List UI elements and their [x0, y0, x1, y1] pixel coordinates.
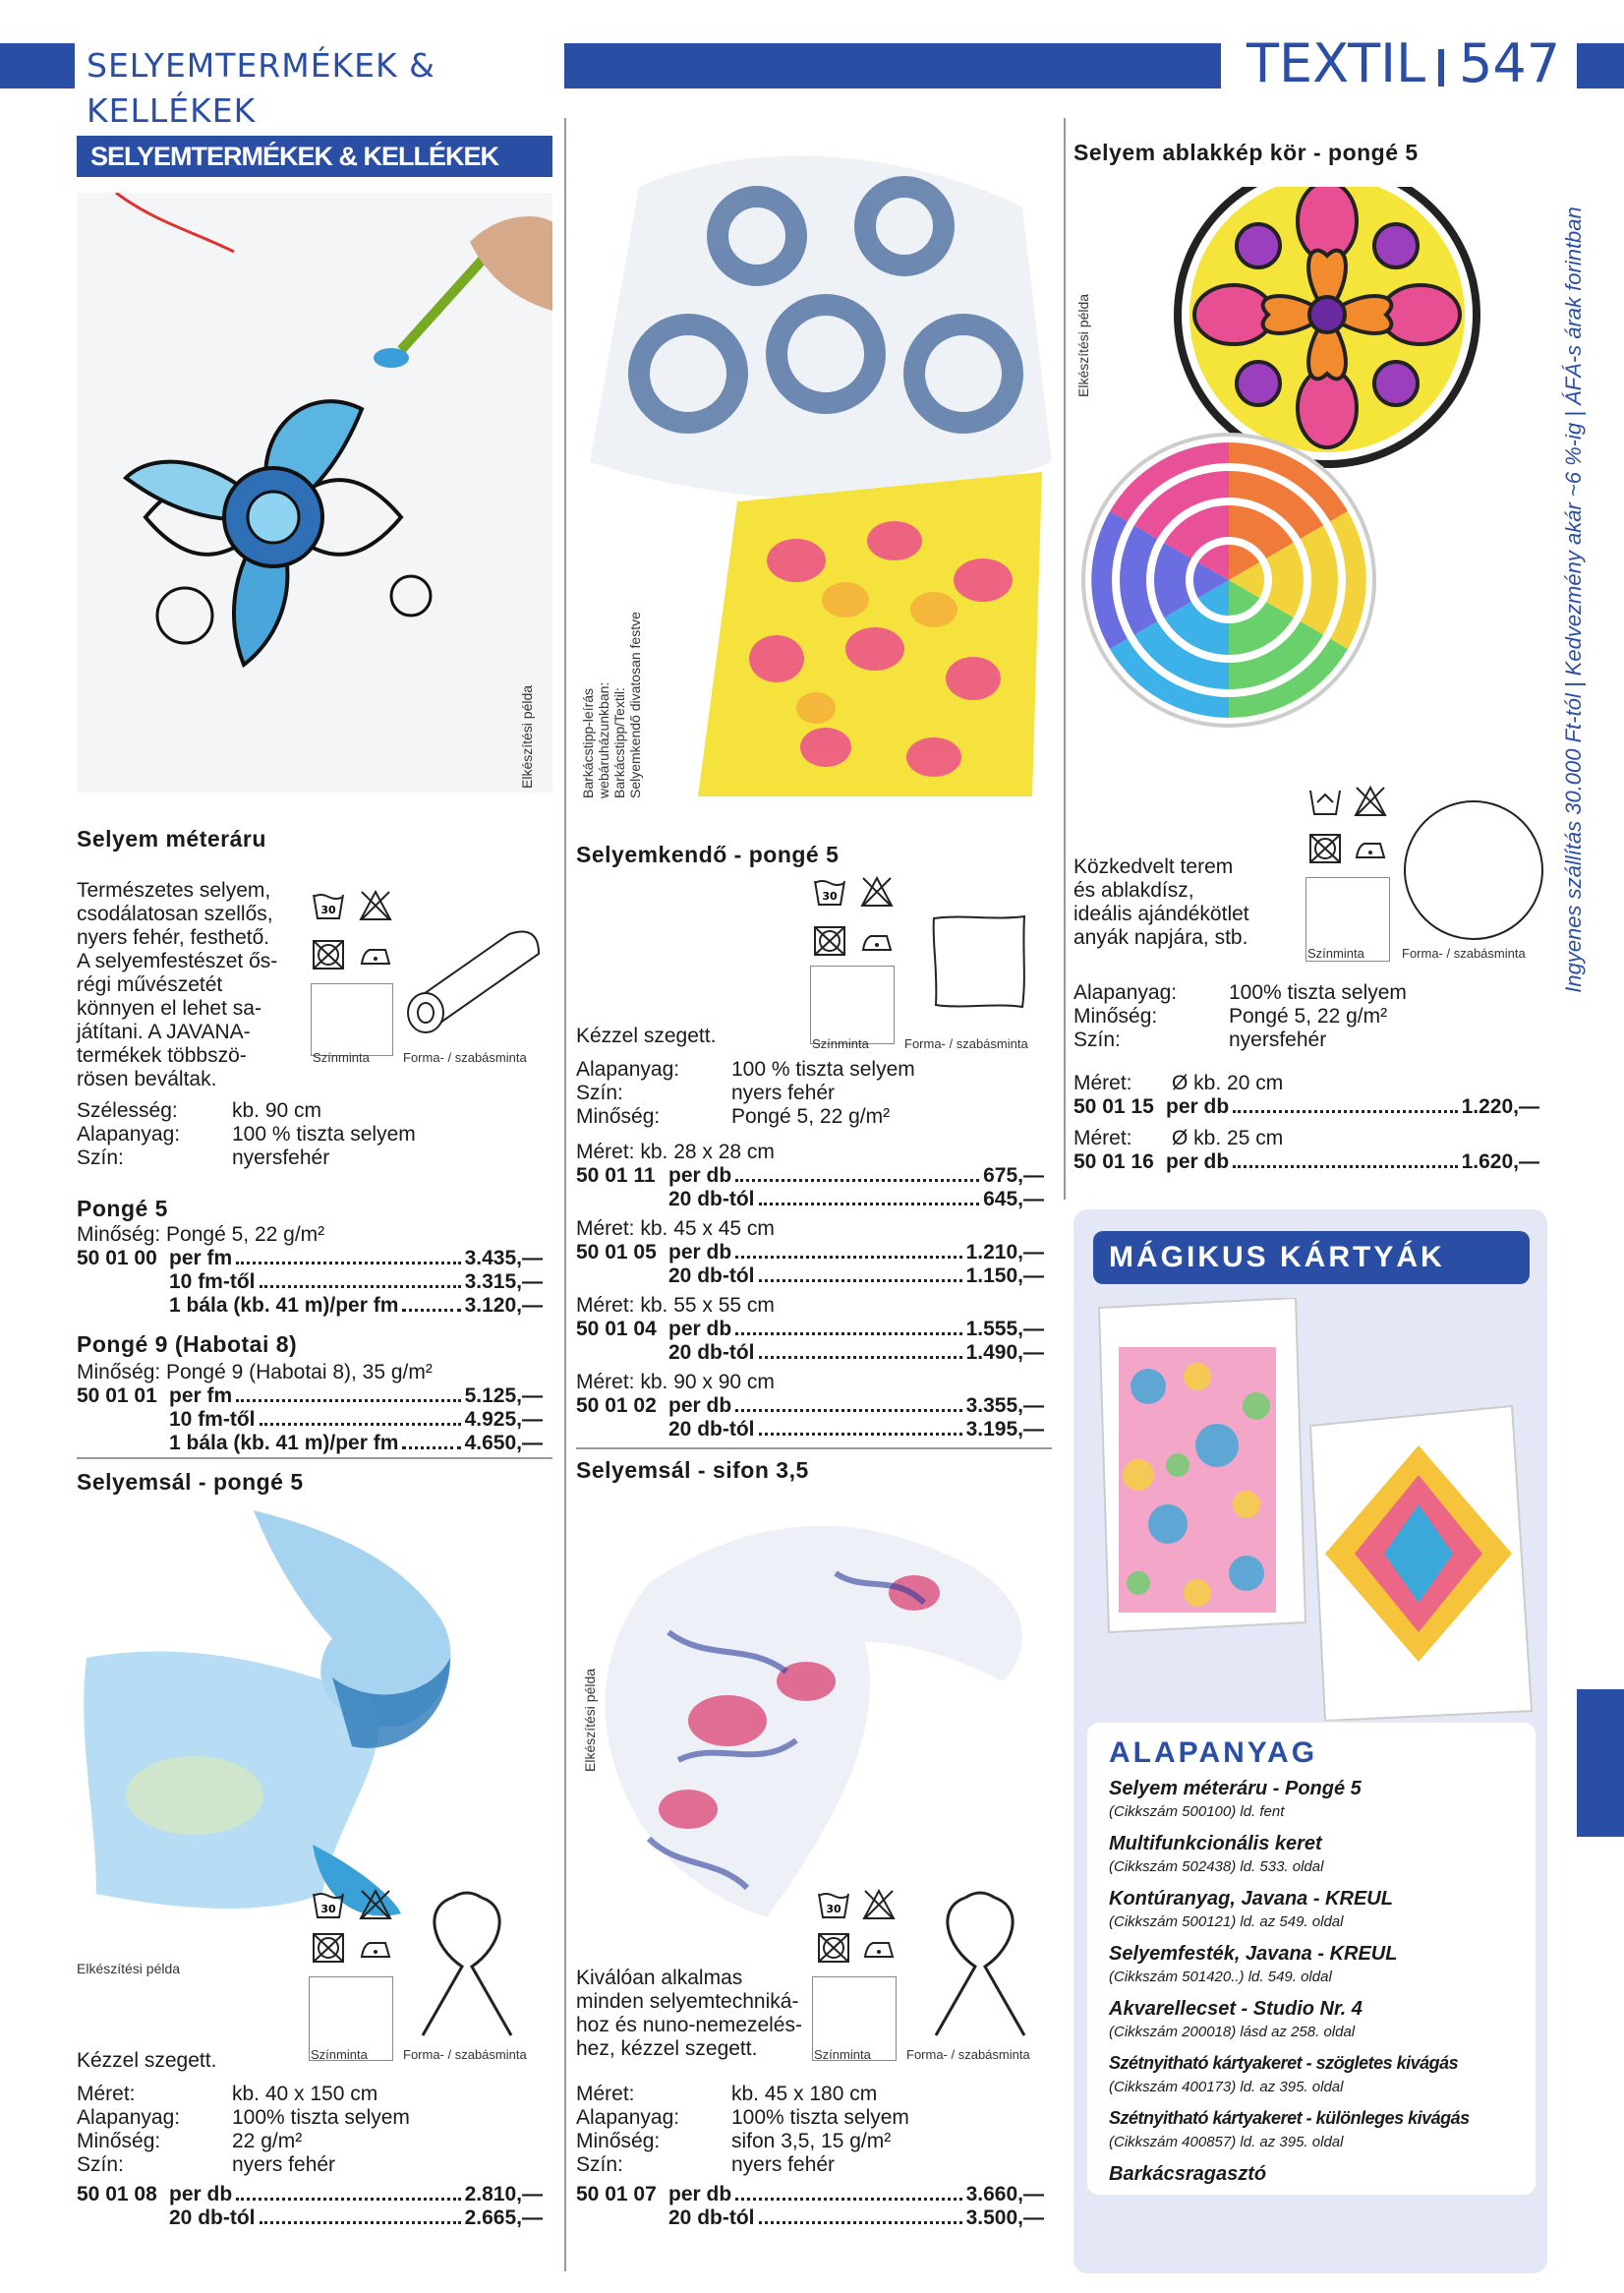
spec-value: nyersfehér	[1229, 1029, 1327, 1051]
spec-label: Alapanyag:	[576, 2106, 680, 2129]
price-row: 20 db-tól 1.490,—	[668, 1341, 1044, 1364]
size-line: Méret: kb. 45 x 45 cm	[576, 1217, 775, 1240]
spec-value: 100% tiszta selyem	[1229, 981, 1407, 1004]
description-line: minden selyemtechniká-	[576, 1990, 799, 2013]
no-tumble-dry-icon	[311, 938, 346, 971]
header-bar-left	[0, 43, 75, 88]
materials-title: ALAPANYAG	[1109, 1736, 1318, 1769]
svg-text:30: 30	[826, 1903, 841, 1915]
pattern-label: Forma- / szabásminta	[1402, 946, 1526, 961]
material-name: Selyem méteráru - Pongé 5	[1109, 1778, 1362, 1799]
spec-label: Szín:	[576, 1082, 623, 1104]
column-divider	[564, 118, 566, 2271]
spec-value: Pongé 5, 22 g/m²	[731, 1105, 891, 1128]
price-row: 10 fm-től 4.925,—	[169, 1408, 543, 1431]
side-tab	[1577, 1689, 1624, 1837]
size-value: Ø kb. 25 cm	[1172, 1127, 1284, 1149]
description-line: játítani. A JAVANA-	[77, 1021, 251, 1043]
price-row: 1 bála (kb. 41 m)/per fm 4.650,—	[169, 1432, 543, 1454]
material-name: Barkácsragasztó	[1109, 2163, 1267, 2185]
hemmed-note: Kézzel szegett.	[77, 2049, 217, 2072]
material-name: Multifunkcionális keret	[1109, 1833, 1322, 1854]
scarf-outline-icon	[926, 1888, 1034, 2045]
circle-pattern-icon	[1400, 796, 1547, 944]
pattern-label: Forma- / szabásminta	[403, 2047, 527, 2062]
material-ref: (Cikkszám 500121) ld. az 549. oldal	[1109, 1913, 1344, 1930]
pattern-label: Forma- / szabásminta	[906, 2047, 1030, 2062]
square-pattern-icon	[928, 911, 1030, 1013]
spec-label: Szín:	[576, 2153, 623, 2176]
material-ref: (Cikkszám 400173) ld. az 395. oldal	[1109, 2079, 1344, 2095]
price-row: 50 01 05 per db 1.210,—	[576, 1241, 1044, 1264]
scarf-outline-icon	[413, 1888, 521, 2045]
price-row: 50 01 15 per db 1.220,—	[1073, 1095, 1539, 1118]
variant-title: Pongé 5	[77, 1196, 168, 1221]
description-line: Kiválóan alkalmas	[576, 1967, 743, 1989]
color-swatch	[311, 983, 393, 1056]
spec-label: Minőség:	[576, 2130, 661, 2152]
column-divider	[1064, 118, 1066, 1200]
tip-line: Barkácstipp/Textil:	[611, 687, 627, 798]
description-line: hez, kézzel szegett.	[576, 2037, 758, 2060]
description-line: régi művészetét	[77, 973, 223, 996]
spec-value: 100% tiszta selyem	[232, 2106, 410, 2129]
variant-title: Pongé 9 (Habotai 8)	[77, 1331, 298, 1357]
price-row: 50 01 11 per db 675,—	[576, 1164, 1044, 1187]
tie-dye-scarf-image	[590, 1485, 1052, 1937]
fabric-roll-icon	[401, 914, 549, 1042]
blue-scarf-image	[77, 1500, 552, 1953]
variant-quality: Minőség: Pongé 9 (Habotai 8), 35 g/m²	[77, 1361, 433, 1383]
spec-label: Szélesség:	[77, 1099, 178, 1122]
material-ref: (Cikkszám 500100) ld. fent	[1109, 1803, 1285, 1820]
iron-icon	[1353, 832, 1388, 865]
spec-label: Alapanyag:	[77, 1123, 181, 1146]
description-line: könnyen el lehet sa-	[77, 997, 261, 1020]
spec-value: Pongé 5, 22 g/m²	[1229, 1005, 1388, 1028]
tip-line: Barkácstipp-leírás	[580, 687, 596, 798]
material-name: Selyemfesték, Javana - KREUL	[1109, 1943, 1398, 1965]
material-ref: (Cikkszám 502438) ld. 533. oldal	[1109, 1858, 1324, 1875]
product-title: Selyem méteráru	[77, 826, 266, 852]
spec-label: Alapanyag:	[1073, 981, 1178, 1004]
no-bleach-icon	[1353, 785, 1388, 818]
spec-value: kb. 45 x 180 cm	[731, 2083, 878, 2105]
no-tumble-dry-icon	[812, 924, 847, 958]
pattern-label: Forma- / szabásminta	[403, 1050, 527, 1065]
category-title: TEXTIL	[1247, 32, 1426, 94]
material-name: Szétnyitható kártyakeret - különleges kivágás	[1109, 2108, 1470, 2128]
spec-value: nyers fehér	[232, 2153, 336, 2176]
description-line: anyák napjára, stb.	[1073, 926, 1248, 949]
tip-line: webáruházunkban:	[596, 681, 611, 798]
magic-cards-image	[1079, 1298, 1541, 1721]
price-row: 10 fm-től 3.315,—	[169, 1270, 543, 1293]
spec-value: 22 g/m²	[232, 2130, 303, 2152]
price-row: 20 db-tól 645,—	[668, 1188, 1044, 1210]
price-row: 20 db-tól 2.665,—	[169, 2206, 543, 2229]
spec-value: kb. 90 cm	[232, 1099, 322, 1122]
sidebar-note	[1547, 138, 1600, 1062]
spec-label: Méret:	[576, 2083, 635, 2105]
hand-wash-icon	[1307, 785, 1343, 818]
iron-icon	[358, 938, 393, 971]
spec-value: 100 % tiszta selyem	[232, 1123, 416, 1146]
section-badge: SELYEMTERMÉKEK & KELLÉKEK	[77, 136, 552, 177]
spec-value: nyers fehér	[731, 2153, 836, 2176]
header-divider	[1438, 49, 1444, 87]
material-ref: (Cikkszám 501420..) ld. 549. oldal	[1109, 1969, 1332, 1985]
swatch-label: Színminta	[313, 1050, 370, 1065]
description-line: Természetes selyem,	[77, 879, 271, 902]
description-line: hoz és nuno-nemezelés-	[576, 2014, 802, 2036]
spec-label: Szín:	[77, 2153, 124, 2176]
product-title: Selyemsál - sifon 3,5	[576, 1457, 809, 1483]
iron-icon	[358, 1931, 393, 1965]
product-title: Selyemkendő - pongé 5	[576, 842, 840, 867]
silk-scarves-image	[580, 147, 1052, 816]
spec-label: Méret:	[77, 2083, 136, 2105]
svg-text:30: 30	[822, 890, 838, 903]
spec-label: Szín:	[77, 1146, 124, 1169]
size-line: Méret: kb. 28 x 28 cm	[576, 1141, 775, 1163]
header-bar	[564, 43, 1221, 88]
price-row: 50 01 07 per db 3.660,—	[576, 2183, 1044, 2205]
swatch-label: Színminta	[814, 2047, 871, 2062]
material-name: Akvarellecset - Studio Nr. 4	[1109, 1998, 1363, 2020]
material-name: Szétnyitható kártyakeret - szögletes kivágás	[1109, 2053, 1459, 2073]
spec-label: Minőség:	[77, 2130, 161, 2152]
price-row: 20 db-tól 3.500,—	[668, 2206, 1044, 2229]
product-title: Selyem ablakkép kör - pongé 5	[1073, 140, 1419, 165]
svg-text:30: 30	[320, 1903, 336, 1915]
svg-text:30: 30	[320, 904, 336, 916]
example-label: Elkészítési példa	[582, 1668, 598, 1772]
wash-30-icon	[816, 1888, 851, 1921]
spec-value: nyersfehér	[232, 1146, 330, 1169]
spec-value: nyers fehér	[731, 1082, 836, 1104]
wash-30-icon	[812, 875, 847, 909]
example-label: Elkészítési példa	[519, 684, 535, 789]
no-bleach-icon	[358, 1888, 393, 1921]
price-row: 50 01 04 per db 1.555,—	[576, 1318, 1044, 1340]
description-line: és ablakdísz,	[1073, 879, 1194, 902]
spec-label: Minőség:	[1073, 1005, 1158, 1028]
sidebar-note-text: Ingyenes szállítás 30.000 Ft-tól | Kedvezmény akár ~6 %-ig | ÁFÁ-s árak forintban	[1561, 206, 1586, 993]
description-line: csodálatosan szellős,	[77, 903, 273, 925]
tip-line: Selyemkendő divatosan festve	[627, 612, 643, 798]
material-ref: (Cikkszám 400857) ld. az 395. oldal	[1109, 2134, 1344, 2150]
panel-title: MÁGIKUS KÁRTYÁK	[1093, 1231, 1530, 1284]
hemmed-note: Kézzel szegett.	[576, 1025, 717, 1047]
size-label: Méret:	[1073, 1072, 1132, 1094]
iron-icon	[861, 1931, 897, 1965]
swatch-label: Színminta	[1307, 946, 1364, 961]
spec-value: 100% tiszta selyem	[731, 2106, 909, 2129]
spec-label: Szín:	[1073, 1029, 1121, 1051]
color-swatch	[810, 966, 895, 1044]
spec-value: 100 % tiszta selyem	[731, 1058, 915, 1081]
no-tumble-dry-icon	[311, 1931, 346, 1965]
price-row: 20 db-tól 1.150,—	[668, 1264, 1044, 1287]
no-tumble-dry-icon	[1307, 832, 1343, 865]
material-ref: (Cikkszám 200018) lásd az 258. oldal	[1109, 2024, 1356, 2040]
swatch-label: Színminta	[311, 2047, 368, 2062]
description-line: termékek többszö-	[77, 1044, 247, 1067]
mandala-images	[1081, 187, 1553, 777]
price-row: 1 bála (kb. 41 m)/per fm 3.120,—	[169, 1294, 543, 1317]
section-title: SELYEMTERMÉKEK & KELLÉKEK	[87, 46, 435, 130]
price-row: 50 01 02 per db 3.355,—	[576, 1394, 1044, 1417]
spec-value: kb. 40 x 150 cm	[232, 2083, 378, 2105]
description-line: ideális ajándékötlet	[1073, 903, 1249, 925]
size-line: Méret: kb. 55 x 55 cm	[576, 1294, 775, 1317]
description-line: A selyemfestészet ős-	[77, 950, 278, 972]
no-bleach-icon	[358, 889, 393, 922]
no-bleach-icon	[861, 1888, 897, 1921]
price-row: 50 01 01 per fm 5.125,—	[77, 1384, 543, 1407]
price-row: 50 01 08 per db 2.810,—	[77, 2183, 543, 2205]
wash-30-icon	[311, 1888, 346, 1921]
variant-quality: Minőség: Pongé 5, 22 g/m²	[77, 1223, 325, 1246]
silk-painting-image	[77, 193, 552, 793]
size-value: Ø kb. 20 cm	[1172, 1072, 1284, 1094]
material-name: Kontúranyag, Javana - KREUL	[1109, 1888, 1393, 1910]
spec-label: Alapanyag:	[77, 2106, 181, 2129]
description-line: nyers fehér, festhető.	[77, 926, 270, 949]
size-line: Méret: kb. 90 x 90 cm	[576, 1371, 775, 1393]
header-bar-right	[1577, 43, 1624, 88]
spec-label: Alapanyag:	[576, 1058, 680, 1081]
price-row: 50 01 16 per db 1.620,—	[1073, 1150, 1539, 1173]
description-line: rösen beváltak.	[77, 1068, 217, 1090]
section-divider	[576, 1447, 1052, 1449]
example-label: Elkészítési példa	[1075, 293, 1091, 397]
no-bleach-icon	[859, 875, 895, 909]
iron-icon	[859, 924, 895, 958]
price-row: 50 01 00 per fm 3.435,—	[77, 1247, 543, 1269]
wash-30-icon	[311, 889, 346, 922]
spec-label: Minőség:	[576, 1105, 661, 1128]
pattern-label: Forma- / szabásminta	[904, 1036, 1028, 1051]
example-label: Elkészítési példa	[77, 1961, 181, 1976]
product-title: Selyemsál - pongé 5	[77, 1469, 304, 1495]
page-number: 547	[1459, 32, 1561, 94]
size-label: Méret:	[1073, 1127, 1132, 1149]
spec-value: sifon 3,5, 15 g/m²	[731, 2130, 892, 2152]
price-row: 20 db-tól 3.195,—	[668, 1418, 1044, 1440]
no-tumble-dry-icon	[816, 1931, 851, 1965]
swatch-label: Színminta	[812, 1036, 869, 1051]
section-divider	[77, 1457, 552, 1459]
description-line: Közkedvelt terem	[1073, 855, 1234, 878]
